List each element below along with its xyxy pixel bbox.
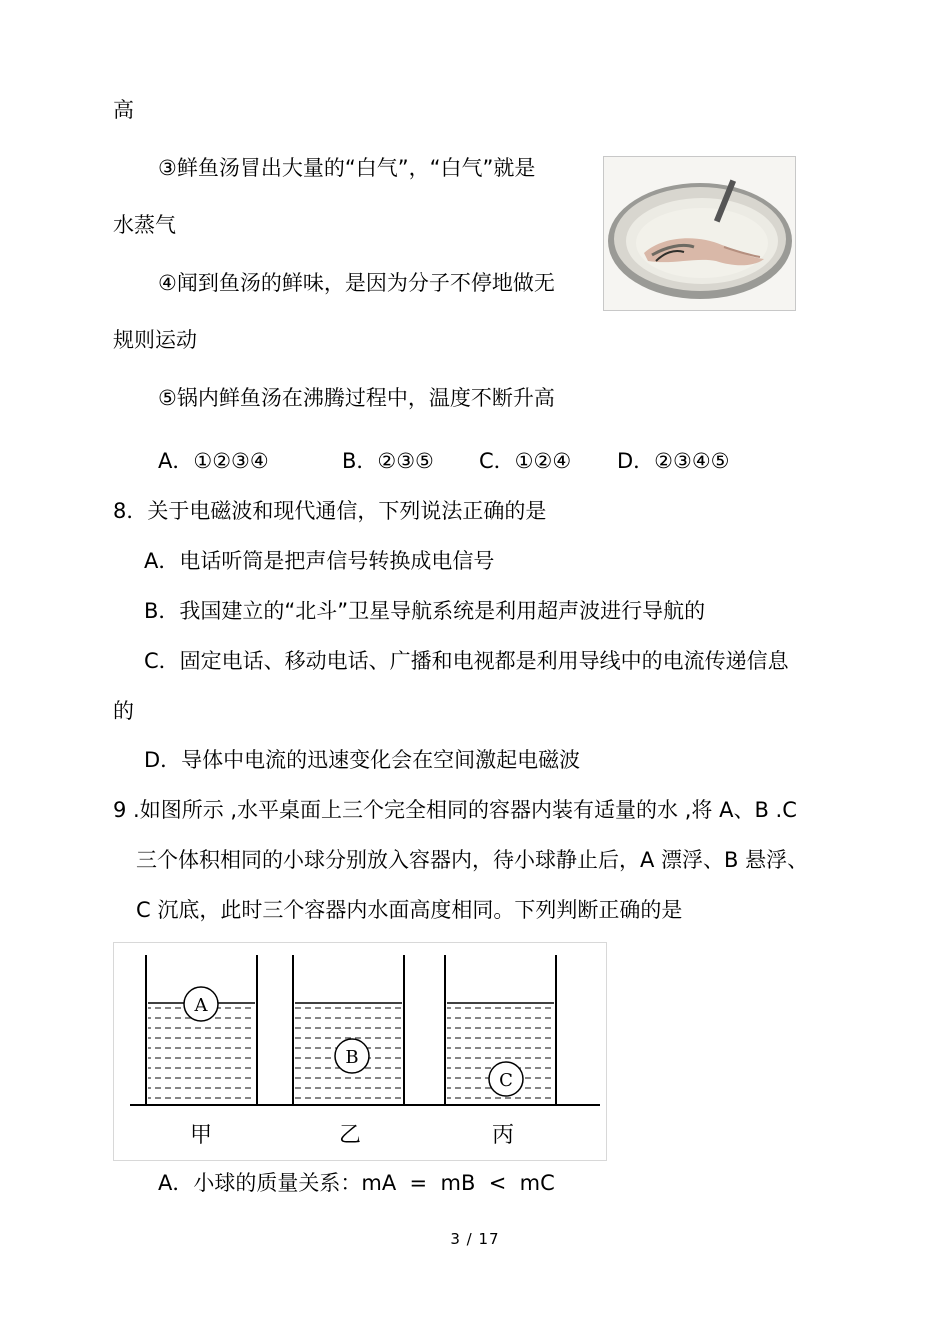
- ball-b: [335, 1039, 369, 1073]
- q9-option-a: A．小球的质量关系：mA = mB < mC: [158, 1171, 555, 1195]
- q8-option-a: A．电话听筒是把声信号转换成电信号: [144, 549, 495, 573]
- label-yi: 乙: [338, 1123, 362, 1148]
- q7-item-4-continuation: 规则运动: [113, 328, 197, 352]
- page-number: 3 / 17: [450, 1230, 500, 1248]
- container-yi: [293, 955, 404, 1105]
- q7-options: [0, 447, 950, 475]
- q9-stem-line-2: 三个体积相同的小球分别放入容器内，待小球静止后，A 漂浮、B 悬浮、: [136, 848, 809, 872]
- fish-soup-photo: [603, 156, 796, 311]
- three-containers-diagram: [113, 942, 607, 1161]
- label-jia: 甲: [189, 1123, 213, 1148]
- container-jia: [146, 955, 257, 1105]
- label-bing: 丙: [491, 1123, 515, 1148]
- q8-stem: 8．关于电磁波和现代通信，下列说法正确的是: [113, 499, 547, 523]
- ball-c-label: C: [499, 1070, 513, 1091]
- q7-item-3-continuation: 水蒸气: [113, 213, 176, 237]
- q7-item-4: ④闻到鱼汤的鲜味，是因为分子不停地做无: [158, 271, 555, 295]
- q9-stem-line-1: 9 .如图所示 ,水平桌面上三个完全相同的容器内装有适量的水 ,将 A、B .C: [113, 798, 797, 822]
- ball-b-label: B: [345, 1047, 359, 1068]
- q7-item-3: ③鲜鱼汤冒出大量的“白气”，“白气”就是: [158, 156, 536, 180]
- q7-option-c: C．①②④: [479, 449, 572, 473]
- q8-option-c: C．固定电话、移动电话、广播和电视都是利用导线中的电流传递信息: [144, 649, 789, 673]
- ball-a-label: A: [194, 995, 208, 1016]
- q7-option-b: B．②③⑤: [342, 449, 434, 473]
- q7-option-d: D．②③④⑤: [617, 449, 730, 473]
- q8-option-c-continuation: 的: [113, 699, 134, 723]
- q7-text-gao: 高: [113, 98, 134, 122]
- q7-item-5: ⑤锅内鲜鱼汤在沸腾过程中，温度不断升高: [158, 386, 555, 410]
- q9-stem-line-3: C 沉底，此时三个容器内水面高度相同。下列判断正确的是: [136, 898, 683, 922]
- ball-c: [489, 1062, 523, 1096]
- q7-option-a: A．①②③④: [158, 449, 269, 473]
- q8-option-b: B．我国建立的“北斗”卫星导航系统是利用超声波进行导航的: [144, 599, 706, 623]
- ball-a: [184, 987, 218, 1021]
- q8-option-d: D．导体中电流的迅速变化会在空间激起电磁波: [144, 748, 581, 772]
